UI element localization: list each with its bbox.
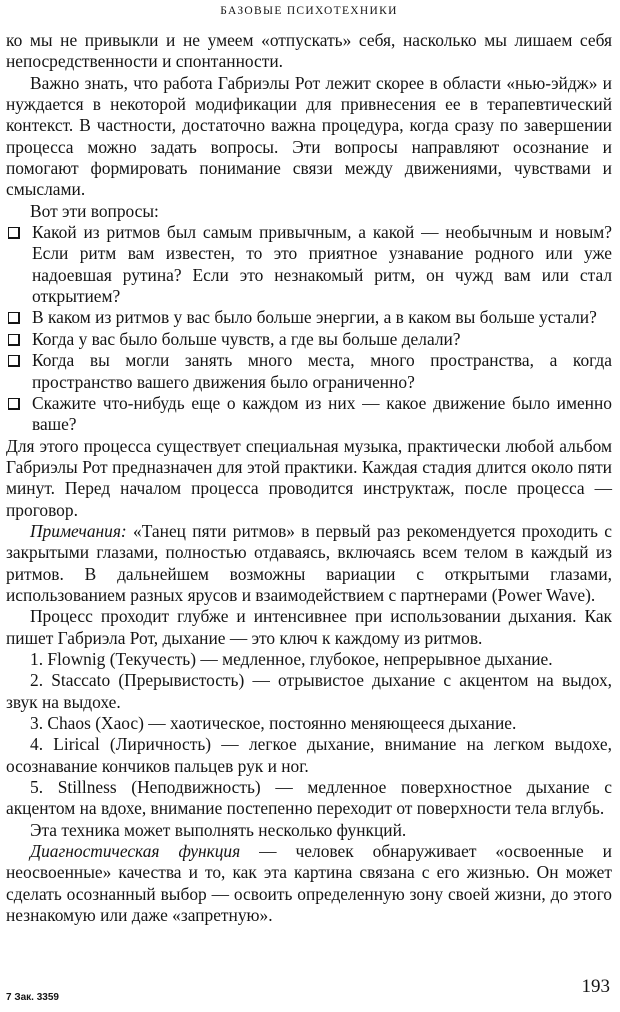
rhythm-item: 3. Chaos (Хаос) — хаотическое, постоянно меняющееся дыхание. xyxy=(30,713,517,733)
running-header: БАЗОВЫЕ ПСИХОТЕХНИКИ xyxy=(220,5,398,17)
notes-label: Примечания: xyxy=(30,520,127,541)
paragraph-music: Для этого процесса существует специальная музыка, практически любой альбом Габриэлы Рот предназначен для этой практики. Каждая стадия длится около пяти минут. Перед началом процесса проводится инструктаж, после процесса — проговор. xyxy=(6,435,612,520)
paragraph-functions: Эта техника может выполнять несколько функций. xyxy=(30,819,407,840)
diagnostic-label: Диагностическая функция xyxy=(30,841,241,862)
list-item xyxy=(6,393,612,436)
book-page xyxy=(6,0,612,1012)
paragraph-notes xyxy=(6,521,612,606)
paragraph-diagnostic xyxy=(6,841,612,926)
rhythm-item: 4. Lirical (Лиричность) — легкое дыхание, внимание на легком выдохе, осознавание кончиков пальцев рук и ног. xyxy=(6,734,612,776)
question-text: В каком из ритмов у вас было больше энергии, а в каком вы больше устали? xyxy=(32,307,597,328)
rhythm-item: 2. Staccato (Прерывистость) — отрывистое дыхание с акцентом на выдох, звук на выдохе. xyxy=(6,670,612,712)
checkbox-bullet-icon xyxy=(8,312,20,324)
checkbox-bullet-icon xyxy=(8,334,20,346)
questions-list xyxy=(6,222,612,435)
list-item xyxy=(6,350,612,393)
checkbox-bullet-icon xyxy=(8,227,20,239)
diagnostic-text: — человек обнаруживает «освоенные и неосвоенные» качества и то, как эта картина связана с его жизнью. Он может сделать осознанный выбор — освоить определенную зону своей жизни, до этого незнакомую или даже «запретную». xyxy=(6,841,612,926)
list-item xyxy=(6,222,612,307)
checkbox-bullet-icon xyxy=(8,355,20,367)
paragraph-breathing: Процесс проходит глубже и интенсивнее при использовании дыхания. Как пишет Габриэла Рот, дыхание — это ключ к каждому из ритмов. xyxy=(6,606,612,648)
rhythm-item: 1. Flownig (Текучесть) — медленное, глубокое, непрерывное дыхание. xyxy=(30,648,553,669)
list-item xyxy=(6,307,612,328)
notes-text: «Танец пяти ритмов» в первый раз рекомендуется проходить с закрытыми глазами, полностью отдаваясь, включаясь всем телом в каждый из ритмов. В дальнейшем возможны вариации с открытыми глазами, использованием разных ярусов и взаимодействием с партнерами (Power Wave). xyxy=(6,520,612,605)
body-text xyxy=(6,30,612,926)
paragraph-intro: ко мы не привыкли и не умеем «отпускать» себя, насколько мы лишаем себя непосредственности и спонтанности. xyxy=(6,30,612,72)
list-item xyxy=(6,329,612,350)
page-number: 193 xyxy=(581,976,610,997)
checkbox-bullet-icon xyxy=(8,398,20,410)
question-text: Скажите что-нибудь еще о каждом из них — какое движение было именно ваше? xyxy=(32,392,612,435)
question-text: Когда у вас было больше чувств, а где вы больше делали? xyxy=(32,328,461,349)
paragraph-important: Важно знать, что работа Габриэлы Рот лежит скорее в области «нью-эйдж» и нуждается в некоторой модификации для привнесения ее в терапевтический контекст. В частности, достаточно важна процедура, когда сразу по завершении процесса можно задать вопросы. Эти вопросы направляют осознание и помогают формировать понимание связи между движениями, чувствами и смыслами. xyxy=(6,72,612,200)
questions-intro: Вот эти вопросы: xyxy=(30,200,159,221)
question-text: Какой из ритмов был самым привычным, а какой — необычным и новым? Если ритм вам известен, то это приятное узнавание родного или уже надоевшая рутина? Если это незнакомый ритм, он чужд вам или стал открытием? xyxy=(32,222,612,307)
rhythm-item: 5. Stillness (Неподвижность) — медленное поверхностное дыхание с акцентом на вдохе, внимание постепенно переходит от поверхности тела вглубь. xyxy=(6,777,612,819)
print-code: 7 Зак. 3359 xyxy=(6,992,59,1003)
question-text: Когда вы могли занять много места, много пространства, а когда пространство вашего движения было ограниченно? xyxy=(32,350,612,392)
